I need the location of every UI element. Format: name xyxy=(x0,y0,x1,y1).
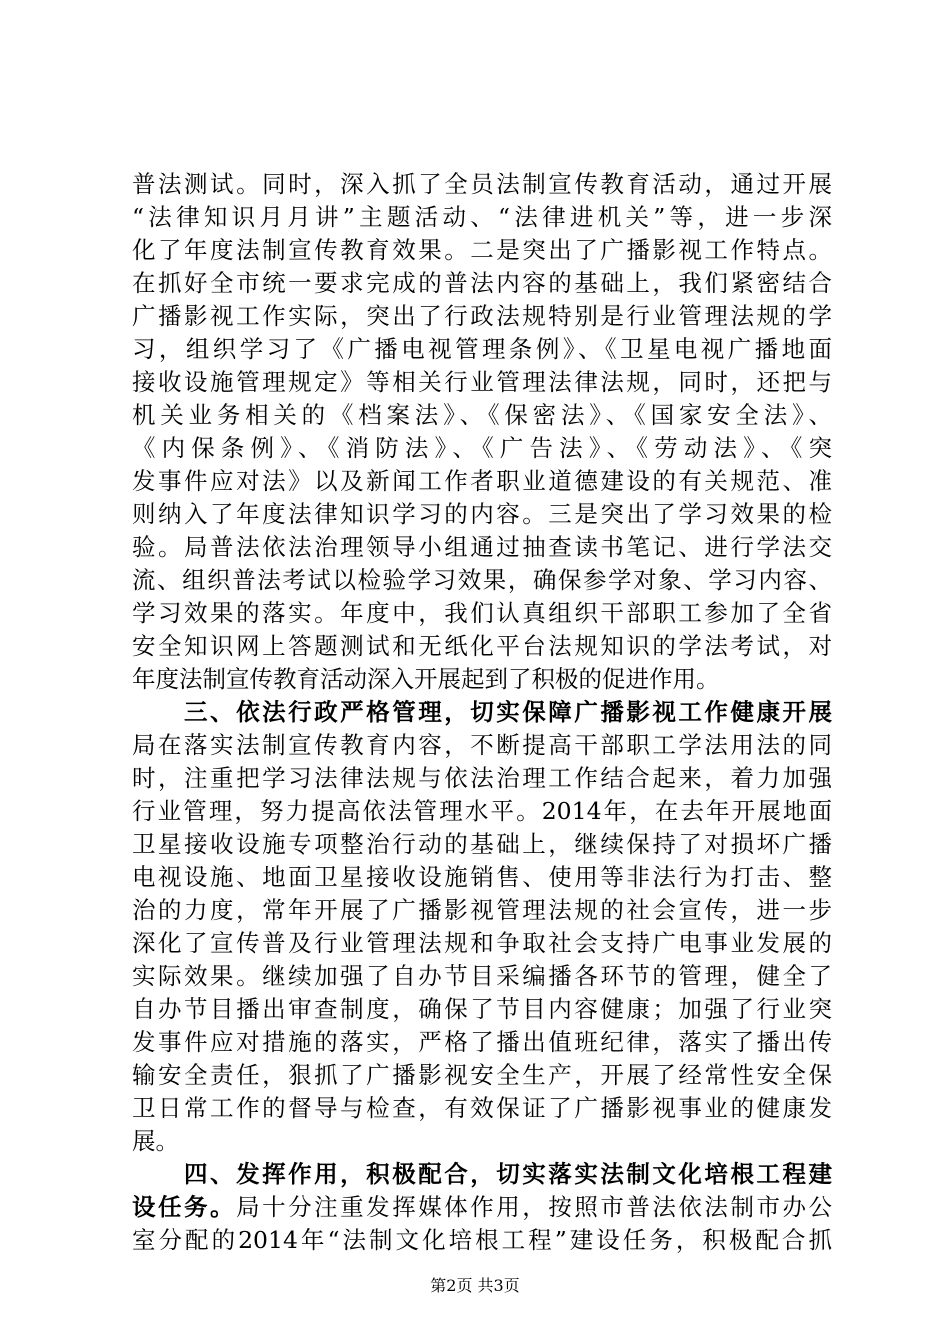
text-line: 机关业务相关的《档案法》、《保密法》、《国家安全法》、 xyxy=(132,401,832,429)
text-line: 接收设施管理规定》等相关行业管理法律法规，同时，还把与 xyxy=(132,368,832,396)
text-line: 发事件应对法》以及新闻工作者职业道德建设的有关规范、准 xyxy=(132,467,832,495)
page-footer: 第2页 共3页 xyxy=(430,1276,520,1295)
text-line: “法律知识月月讲”主题活动、“法律进机关”等，进一步深 xyxy=(132,203,832,231)
text-line: 自办节目播出审查制度，确保了节目内容健康；加强了行业突 xyxy=(132,995,832,1023)
text-line: 《内保条例》、《消防法》、《广告法》、《劳动法》、《突 xyxy=(132,434,832,462)
text-line: 输安全责任，狠抓了广播影视安全生产，开展了经常性安全保 xyxy=(132,1061,832,1089)
text-line: 学习效果的落实。年度中，我们认真组织干部职工参加了全省 xyxy=(132,599,832,627)
section-heading: 三、依法行政严格管理，切实保障广播影视工作健康开展 xyxy=(132,698,832,726)
text-line: 局在落实法制宣传教育内容，不断提高干部职工学法用法的同 xyxy=(132,731,832,759)
text-line: 行业管理，努力提高依法管理水平。2014年，在去年开展地面 xyxy=(132,797,832,825)
text-line: 安全知识网上答题测试和无纸化平台法规知识的学法考试，对 xyxy=(132,632,832,660)
text-line: 流、组织普法考试以检验学习效果，确保参学对象、学习内容、 xyxy=(132,566,832,594)
text-line: 则纳入了年度法律知识学习的内容。三是突出了学习效果的检 xyxy=(132,500,832,528)
text-line: 发事件应对措施的落实，严格了播出值班纪律，落实了播出传 xyxy=(132,1028,832,1056)
section-heading: 四、发挥作用，积极配合，切实落实法制文化培根工程建 xyxy=(132,1160,832,1188)
document-body xyxy=(132,168,832,1257)
text-line: 深化了宣传普及行业管理法规和争取社会支持广电事业发展的 xyxy=(132,929,832,957)
text-line: 验。局普法依法治理领导小组通过抽查读书笔记、进行学法交 xyxy=(132,533,832,561)
text-line: 展。 xyxy=(132,1127,179,1155)
text-line: 普法测试。同时，深入抓了全员法制宣传教育活动，通过开展 xyxy=(132,170,832,198)
text-line: 习，组织学习了《广播电视管理条例》、《卫星电视广播地面 xyxy=(132,335,832,363)
text-line xyxy=(132,1191,832,1224)
text-line: 时，注重把学习法律法规与依法治理工作结合起来，着力加强 xyxy=(132,764,832,792)
text-line: 年度法制宣传教育活动深入开展起到了积极的促进作用。 xyxy=(132,665,720,693)
text-line: 卫日常工作的督导与检查，有效保证了广播影视事业的健康发 xyxy=(132,1094,832,1122)
text-line: 广播影视工作实际，突出了行政法规特别是行业管理法规的学 xyxy=(132,302,832,330)
text-line: 化了年度法制宣传教育效果。二是突出了广播影视工作特点。 xyxy=(132,236,832,264)
text-line: 卫星接收设施专项整治行动的基础上，继续保持了对损坏广播 xyxy=(132,830,832,858)
text-line: 治的力度，常年开展了广播影视管理法规的社会宣传，进一步 xyxy=(132,896,832,924)
text-line: 实际效果。继续加强了自办节目采编播各环节的管理，健全了 xyxy=(132,962,832,990)
text-line: 室分配的2014年“法制文化培根工程”建设任务，积极配合抓 xyxy=(132,1226,832,1254)
text-line: 在抓好全市统一要求完成的普法内容的基础上，我们紧密结合 xyxy=(132,269,832,297)
text-line: 电视设施、地面卫星接收设施销售、使用等非法行为打击、整 xyxy=(132,863,832,891)
section-heading-continued: 设任务。 xyxy=(132,1193,237,1221)
text-span: 局十分注重发挥媒体作用，按照市普法依法制市办公 xyxy=(236,1193,832,1221)
